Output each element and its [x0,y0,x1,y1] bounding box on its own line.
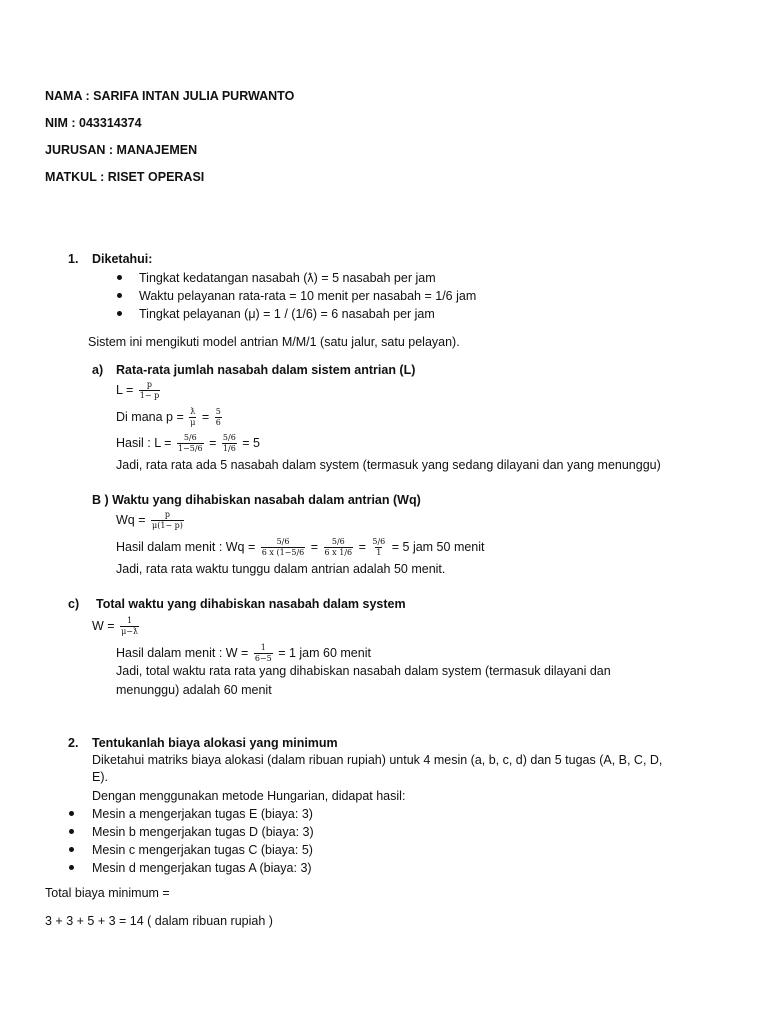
bullet-icon [69,829,74,834]
fraction [222,434,237,453]
q1c-hasil [116,644,371,663]
q2-title: Tentukanlah biaya alokasi yang minimum [92,736,338,750]
fraction-numerator: ƛ [190,407,196,416]
formula-prefix: Hasil : L = [116,435,172,450]
bullet-icon [69,847,74,852]
equals-sign: = [358,539,366,554]
q1c-label: c) [68,597,80,611]
fraction-numerator: 5/6 [331,537,345,546]
fraction-denominator: 6 x 1/6 [324,548,353,557]
fraction-denominator: 1− p [139,391,160,400]
student-nim: NIM : 043314374 [45,116,142,130]
q1b-conclusion: Jadi, rata rata waktu tunggu dalam antrian adalah 50 menit. [116,562,446,576]
q1c-title: Total waktu yang dihabiskan nasabah dalam system [96,597,406,611]
fraction-denominator: 1/6 [222,444,236,453]
q2-bullet-c: Mesin c mengerjakan tugas C (biaya: 5) [92,843,313,857]
fraction-denominator: 1 [376,548,382,557]
fraction-denominator: μ(1− p) [152,521,183,530]
fraction [215,408,222,427]
q1-model-text: Sistem ini mengikuti model antrian M/M/1 (satu jalur, satu pelayan). [88,335,460,349]
bullet-icon [117,293,122,298]
q1a-conclusion: Jadi, rata rata ada 5 nasabah dalam system (termasuk yang sedang dilayani dan yang menunggu) [116,458,661,472]
q1-number: 1. [68,252,79,266]
q2-total-value: 3 + 3 + 5 + 3 = 14 ( dalam ribuan rupiah ) [45,914,273,928]
formula-prefix: Di mana p = [116,409,184,424]
q1a-formula [116,381,162,400]
formula-prefix: W = [92,618,115,633]
fraction-denominator: μ−ƛ [121,627,139,636]
fraction [324,538,354,557]
q2-total-label: Total biaya minimum = [45,886,170,900]
student-major: JURUSAN : MANAJEMEN [45,143,198,157]
q1b-title: B ) Waktu yang dihabiskan nasabah dalam antrian (Wq) [92,493,421,507]
fraction-denominator: 6 x (1−5/6 [261,548,305,557]
q2-bullet-d: Mesin d mengerjakan tugas A (biaya: 3) [92,861,312,875]
fraction-denominator: 6 [215,418,221,427]
formula-prefix: Wq = [116,512,146,527]
q1c-conclusion-line1: Jadi, total waktu rata rata yang dihabiskan nasabah dalam system (termasuk dilayani dan [116,664,611,678]
q1b-hasil [116,538,485,557]
fraction-numerator: 5/6 [372,537,386,546]
fraction-numerator: 5 [215,407,221,416]
fraction [371,538,386,557]
student-name: NAMA : SARIFA INTAN JULIA PURWANTO [45,89,295,103]
fraction [189,408,196,427]
bullet-icon [117,311,122,316]
q1a-label: a) [92,363,104,377]
formula-prefix: Hasil dalam menit : W = [116,645,249,660]
q1b-formula [116,511,186,530]
equals-sign: = [201,409,210,424]
formula-result: = 1 jam 60 menit [278,645,371,660]
formula-prefix: L = [116,382,134,397]
fraction [120,617,139,636]
q1c-conclusion-line2: menunggu) adalah 60 menit [116,683,272,697]
q2-desc-line2: E). [92,770,108,784]
fraction-denominator: 1−5/6 [177,444,203,453]
q1a-title: Rata-rata jumlah nasabah dalam sistem antrian (L) [116,363,416,377]
q1-bullet-service-rate: Tingkat pelayanan (μ) = 1 / (1/6) = 6 nasabah per jam [139,307,435,321]
fraction-numerator: 5/6 [222,433,236,442]
q1-bullet-service-time: Waktu pelayanan rata-rata = 10 menit per nasabah = 1/6 jam [139,289,477,303]
fraction [261,538,305,557]
q2-bullet-b: Mesin b mengerjakan tugas D (biaya: 3) [92,825,314,839]
q2-number: 2. [68,736,79,750]
fraction [151,511,184,530]
bullet-icon [117,275,122,280]
fraction-numerator: 5/6 [276,537,290,546]
formula-result: = 5 jam 50 menit [391,539,485,554]
course-name: MATKUL : RISET OPERASI [45,170,205,184]
bullet-icon [69,865,74,870]
q2-method: Dengan menggunakan metode Hungarian, didapat hasil: [92,789,406,803]
q1a-dimana [116,408,224,427]
bullet-icon [69,811,74,816]
fraction-numerator: 1 [260,643,266,652]
q1a-hasil [116,434,260,453]
fraction-numerator: p [146,380,153,389]
fraction-numerator: p [164,510,171,519]
fraction [254,644,273,663]
fraction [177,434,204,453]
equals-sign: = [310,539,319,554]
fraction-numerator: 1 [127,616,133,625]
fraction-denominator: μ [190,418,196,427]
formula-result: = 5 [242,435,260,450]
q2-bullet-a: Mesin a mengerjakan tugas E (biaya: 3) [92,807,313,821]
q2-desc-line1: Diketahui matriks biaya alokasi (dalam ribuan rupiah) untuk 4 mesin (a, b, c, d) dan 5 tugas (A, B, C, D, [92,753,663,767]
formula-prefix: Hasil dalam menit : Wq = [116,539,256,554]
q1c-formula [92,617,141,636]
fraction-numerator: 5/6 [183,433,197,442]
fraction [139,381,160,400]
q1-title: Diketahui: [92,252,153,266]
equals-sign: = [209,435,217,450]
fraction-denominator: 6−5 [254,654,272,663]
q1-bullet-arrival: Tingkat kedatangan nasabah (ƛ) = 5 nasabah per jam [139,271,436,285]
